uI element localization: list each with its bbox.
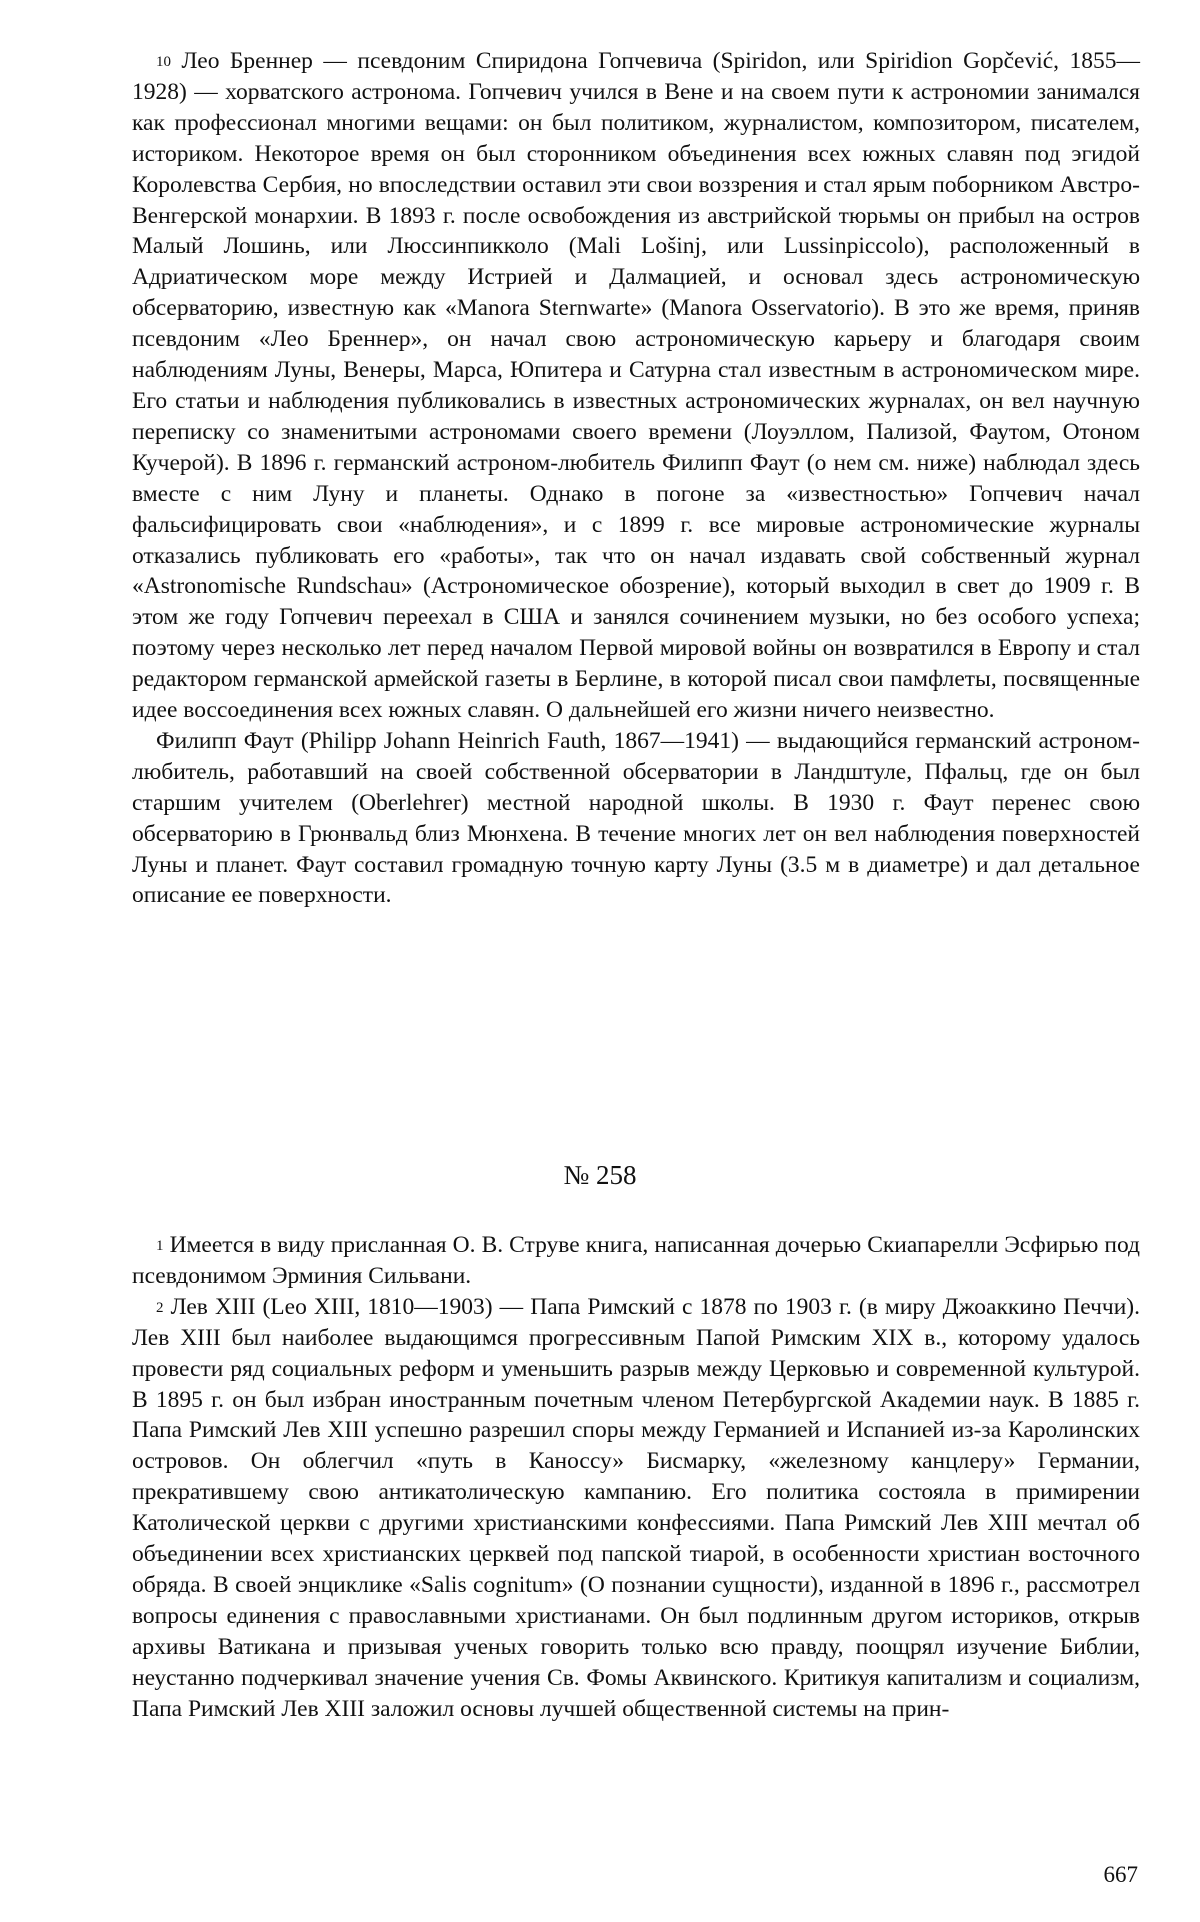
footnote-10 <box>132 46 1140 726</box>
footnotes-block-258 <box>132 1230 1140 1725</box>
footnote-marker: 10 <box>156 54 171 70</box>
page-number: 667 <box>1103 1862 1138 1887</box>
footnote-1 <box>132 1230 1140 1292</box>
footnote-marker: 1 <box>156 1238 164 1254</box>
footnote-text: Лео Бреннер — псевдоним Спиридона Гопчевича (Spiridon, или Spiridion Gopčević, 1855—1928) — хорватского астронома. Гопчевич учился в Вене и на своем пути к астрономии занимался как профессионал многими вещами: он был политиком, журналистом, композитором, писателем, историком. Некоторое время он был сторонником объединения всех южных славян под эгидой Королевства Сербия, но впоследствии оставил эти свои воззрения и стал ярым поборником Австро-Венгерской монархии. В 1893 г. после освобождения из австрийской тюрьмы он прибыл на остров Малый Лошинь, или Люссинпикколо (Mali Lošinj, или Lussinpiccolo), расположенный в Адриатическом море между Истрией и Далмацией, и основал здесь астрономическую обсерваторию, известную как «Manora Sternwarte» (Manora Osservatorio). В это же время, приняв псевдоним «Лео Бреннер», он начал свою астрономическую карьеру и благодаря своим наблюдениям Луны, Венеры, Марса, Юпитера и Сатурна стал известным в астрономическом мире. Его статьи и наблюдения публиковались в известных астрономических журналах, он вел научную переписку со знаменитыми астрономами своего времени (Лоуэллом, Пализой, Фаутом, Отоном Кучерой). В 1896 г. германский астроном-любитель Филипп Фаут (о нем см. ниже) наблюдал здесь вместе с ним Луну и планеты. Однако в погоне за «известностью» Гопчевич начал фальсифицировать свои «наблюдения», и с 1899 г. все мировые астрономические журналы отказались публиковать его «работы», так что он начал издавать свой собственный журнал «Astronomische Rundschau» (Астрономическое обозрение), который выходил в свет до 1909 г. В этом же году Гопчевич переехал в США и занялся сочинением музыки, но без особого успеха; поэтому через несколько лет перед началом Первой мировой войны он возвратился в Европу и стал редактором германской армейской газеты в Берлине, в которой писал свои памфлеты, посвященные идее воссоединения всех южных славян. О дальнейшей его жизни ничего неизвестно. <box>132 48 1141 724</box>
footnote-text: Лев XIII (Leo XIII, 1810—1903) — Папа Римский с 1878 по 1903 г. (в миру Джоаккино Печчи). Лев XIII был наиболее выдающимся прогрессивным Папой Римским XIX в., которому удалось провести ряд социальных реформ и уменьшить разрыв между Церковью и современной культурой. В 1895 г. он был избран иностранным почетным членом Петербургской Академии наук. В 1885 г. Папа Римский Лев XIII успешно разрешил споры между Германией и Испанией из-за Каролинских островов. Он облегчил «путь в Каноссу» Бисмарку, «железному канцлеру» Германии, прекратившему свою антикатолическую кампанию. Его политика состояла в примирении Католической церкви с другими христианскими конфессиями. Папа Римский Лев XIII мечтал об объединении всех христианских церквей под папской тиарой, в особенности христиан восточного обряда. В своей энциклике «Salis cognitum» (О познании сущности), изданной в 1896 г., рассмотрел вопросы единения с православными христианами. Он был подлинным другом историков, открыв архивы Ватикана и призывая ученых говорить только всю правду, поощрял изучение Библии, неустанно подчеркивал значение учения Св. Фомы Аквинского. Критикуя капитализм и социализм, Папа Римский Лев XIII заложил основы лучшей общественной системы на прин- <box>132 1293 1141 1722</box>
footnote-2 <box>132 1292 1140 1725</box>
footnote-marker: 2 <box>156 1299 164 1316</box>
footnote-text: Филипп Фаут (Philipp Johann Heinrich Fauth, 1867—1941) — выдающийся германский астроном-любитель, работавший на своей собственной обсерватории в Ландштуле, Пфальц, где он был старшим учителем (Oberlehrer) местной народной школы. В 1930 г. Фаут перенес свою обсерваторию в Грюнвальд близ Мюнхена. В течение многих лет он вел наблюдения поверхностей Луны и планет. Фаут составил громадную точную карту Луны (3.5 м в диаметре) и дал детальное описание ее поверхности. <box>132 727 1140 909</box>
footnote-fauth-paragraph <box>132 726 1140 911</box>
footnote-text: Имеется в виду присланная О. В. Струве книга, написанная дочерью Скиапарелли Эсфирью под псевдонимом Эрминия Сильвани. <box>132 1232 1140 1289</box>
footnotes-block-top <box>132 46 1140 911</box>
section-heading: № 258 <box>563 1160 637 1190</box>
